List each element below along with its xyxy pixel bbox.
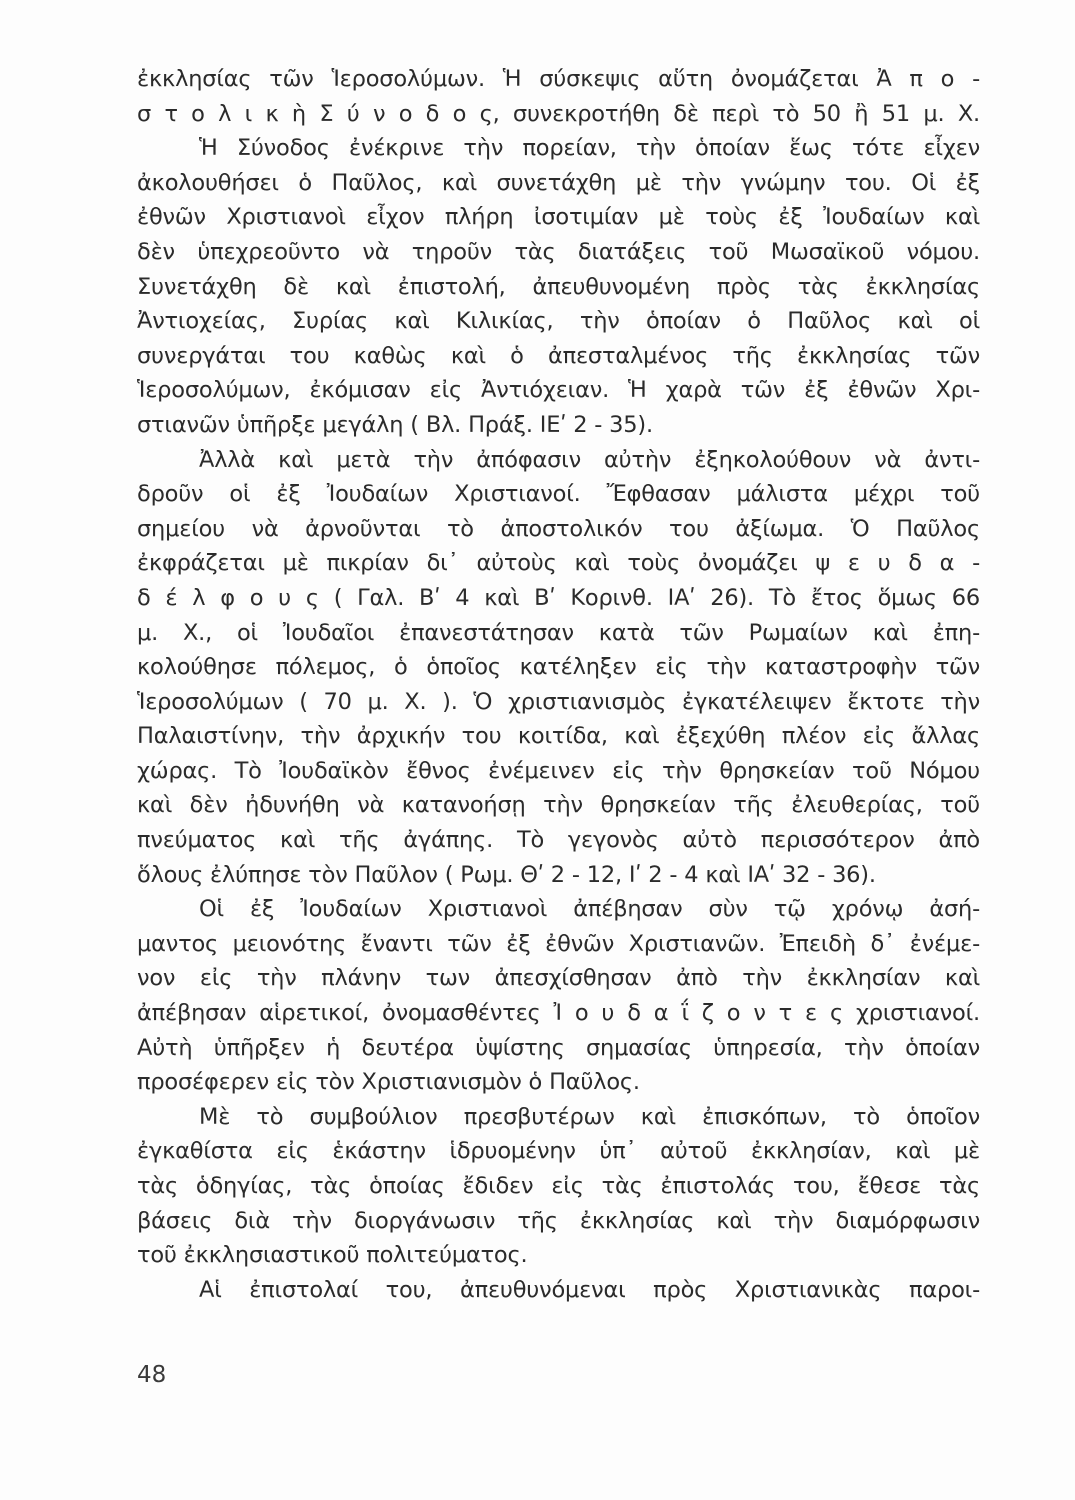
text-line: καὶ δὲν ἠδυνήθη νὰ κατανοήσῃ τὴν θρησκείαν τῆς ἐλευθερίας, τοῦ xyxy=(137,792,980,819)
text-line: Ἀντιοχείας, Συρίας καὶ Κιλικίας, τὴν ὁποίαν ὁ Παῦλος καὶ οἱ xyxy=(137,308,980,335)
text-line: τὰς ὁδηγίας, τὰς ὁποίας ἔδιδεν εἰς τὰς ἐπιστολάς του, ἔθεσε τὰς xyxy=(137,1173,980,1199)
text-line: Ἱεροσολύμων ( 70 μ. Χ. ). Ὁ χριστιανισμὸς ἐγκατέλειψεν ἔκτοτε τὴν xyxy=(137,688,980,715)
text-line: βάσεις διὰ τὴν διοργάνωσιν τῆς ἐκκλησίας καὶ τὴν διαμόρφωσιν xyxy=(137,1207,980,1234)
text-line: σ τ ο λ ι κ ὴ Σ ύ ν ο δ ο ς, συνεκροτήθη δὲ περὶ τὸ 50 ἢ 51 μ. Χ. xyxy=(137,100,980,127)
text-line: δὲν ὑπεχρεοῦντο νὰ τηροῦν τὰς διατάξεις τοῦ Μωσαϊκοῦ νόμου. xyxy=(137,238,980,265)
text-line: Ἱεροσολύμων, ἐκόμισαν εἰς Ἀντιόχειαν. Ἡ χαρὰ τῶν ἐξ ἐθνῶν Χρι- xyxy=(137,377,980,404)
page-number: 48 xyxy=(137,1362,167,1388)
text-line: μαντος μειονότης ἔναντι τῶν ἐξ ἐθνῶν Χριστιανῶν. Ἐπειδὴ δ᾽ ἐνέμε- xyxy=(137,930,980,957)
text-line: πνεύματος καὶ τῆς ἀγάπης. Τὸ γεγονὸς αὐτὸ περισσότερον ἀπὸ xyxy=(137,827,980,854)
body-text xyxy=(137,62,980,1307)
text-line: ἀκολουθήσει ὁ Παῦλος, καὶ συνετάχθη μὲ τὴν γνώμην του. Οἱ ἐξ xyxy=(137,169,980,196)
text-line: Ἀλλὰ καὶ μετὰ τὴν ἀπόφασιν αὐτὴν ἐξηκολούθουν νὰ ἀντι- xyxy=(199,446,980,473)
text-line: ἐκκλησίας τῶν Ἱεροσολύμων. Ἡ σύσκεψις αὕτη ὀνομάζεται Ἀ π ο - xyxy=(137,66,980,92)
text-line: στιανῶν ὑπῆρξε μεγάλη ( Βλ. Πράξ. ΙΕʹ 2 - 35). xyxy=(137,411,653,438)
text-line: ὅλους ἐλύπησε τὸν Παῦλον ( Ρωμ. Θʹ 2 - 12, Ιʹ 2 - 4 καὶ ΙΑʹ 32 - 36). xyxy=(137,861,876,888)
text-line: ἀπέβησαν αἱρετικοί, ὀνομασθέντες Ἰ ο υ δ α ΐ ζ ο ν τ ε ς χριστιανοί. xyxy=(137,1000,980,1027)
text-line: δροῦν οἱ ἐξ Ἰουδαίων Χριστιανοί. Ἔφθασαν μάλιστα μέχρι τοῦ xyxy=(137,481,980,508)
text-line: Οἱ ἐξ Ἰουδαίων Χριστιανοὶ ἀπέβησαν σὺν τῷ χρόνῳ ἀσή- xyxy=(199,896,980,923)
text-line: προσέφερεν εἰς τὸν Χριστιανισμὸν ὁ Παῦλος. xyxy=(137,1069,640,1096)
text-line: δ έ λ φ ο υ ς ( Γαλ. Βʹ 4 καὶ Βʹ Κορινθ. ΙΑʹ 26). Τὸ ἔτος ὅμως 66 xyxy=(137,584,980,611)
text-line: Παλαιστίνην, τὴν ἀρχικήν του κοιτίδα, καὶ ἐξεχύθη πλέον εἰς ἄλλας xyxy=(137,723,980,750)
text-line: χώρας. Τὸ Ἰουδαϊκὸν ἔθνος ἐνέμεινεν εἰς τὴν θρησκείαν τοῦ Νόμου xyxy=(137,757,980,784)
text-line: τοῦ ἐκκλησιαστικοῦ πολιτεύματος. xyxy=(137,1242,528,1269)
text-line: μ. Χ., οἱ Ἰουδαῖοι ἐπανεστάτησαν κατὰ τῶν Ρωμαίων καὶ ἐπη- xyxy=(137,619,980,646)
text-line: ἐκφράζεται μὲ πικρίαν δι᾽ αὐτοὺς καὶ τοὺς ὀνομάζει ψ ε υ δ α - xyxy=(137,550,980,577)
text-line: κολούθησε πόλεμος, ὁ ὁποῖος κατέληξεν εἰς τὴν καταστροφὴν τῶν xyxy=(137,654,980,681)
text-line: Μὲ τὸ συμβούλιον πρεσβυτέρων καὶ ἐπισκόπων, τὸ ὁποῖον xyxy=(199,1103,980,1130)
text-line: ἐγκαθίστα εἰς ἑκάστην ἱδρυομένην ὑπ᾽ αὐτοῦ ἐκκλησίαν, καὶ μὲ xyxy=(137,1138,980,1165)
text-line: Συνετάχθη δὲ καὶ ἐπιστολή, ἀπευθυνομένη πρὸς τὰς ἐκκλησίας xyxy=(137,273,980,300)
text-line: σημείου νὰ ἀρνοῦνται τὸ ἀποστολικόν του ἀξίωμα. Ὁ Παῦλος xyxy=(137,515,980,542)
text-line: Ἡ Σύνοδος ἐνέκρινε τὴν πορείαν, τὴν ὁποίαν ἕως τότε εἶχεν xyxy=(199,135,980,162)
text-line: συνεργάται του καθὼς καὶ ὁ ἀπεσταλμένος τῆς ἐκκλησίας τῶν xyxy=(137,342,980,369)
text-line: νον εἰς τὴν πλάνην των ἀπεσχίσθησαν ἀπὸ τὴν ἐκκλησίαν καὶ xyxy=(137,965,980,992)
text-line: Αἱ ἐπιστολαί του, ἀπευθυνόμεναι πρὸς Χριστιανικὰς παροι- xyxy=(199,1276,980,1303)
text-line: ἐθνῶν Χριστιανοὶ εἶχον πλήρη ἰσοτιμίαν μὲ τοὺς ἐξ Ἰουδαίων καὶ xyxy=(137,204,980,231)
text-line: Αὐτὴ ὑπῆρξεν ἡ δευτέρα ὑψίστης σημασίας ὑπηρεσία, τὴν ὁποίαν xyxy=(137,1034,980,1061)
